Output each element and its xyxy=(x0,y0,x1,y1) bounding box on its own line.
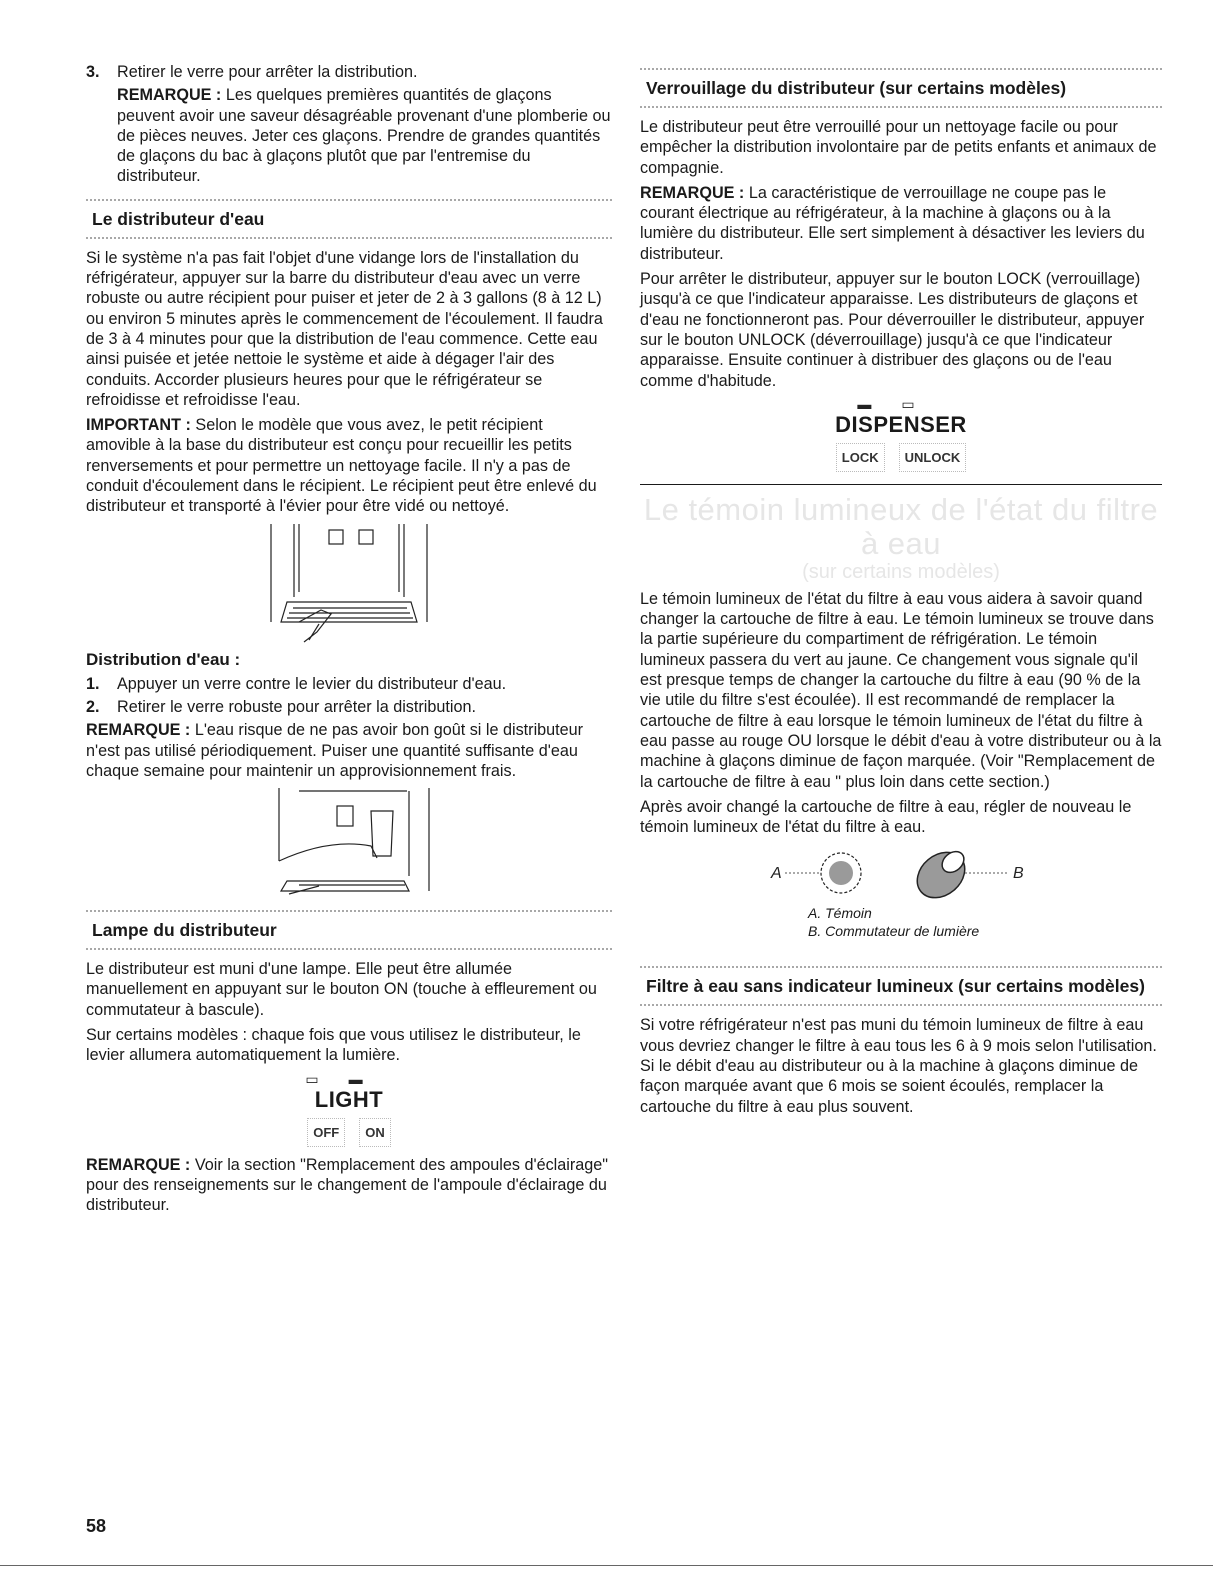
section-title: Verrouillage du distributeur (sur certains modèles) xyxy=(646,78,1067,98)
step-number: 2. xyxy=(86,697,100,716)
light-switch-icon xyxy=(908,843,974,904)
note-text: Voir la section "Remplacement des ampoules d'éclairage" pour des renseignements sur le changement de l'ampoule d'éclairage du distributeur. xyxy=(86,1155,609,1215)
section-title: Filtre à eau sans indicateur lumineux (sur certains modèles) xyxy=(646,976,1145,997)
paragraph-lock-1: Le distributeur peut être verrouillé pour un nettoyage facile ou pour empêcher la distribution involontaire par de petits enfants et animaux de compagnie. xyxy=(640,118,1157,177)
caption-a: A. Témoin xyxy=(808,905,872,922)
dispenser-buttons xyxy=(836,443,966,472)
paragraph-lamp-2: Sur certains modèles : chaque fois que vous utilisez le distributeur, le levier allumera automatiquement la lumière. xyxy=(86,1026,581,1065)
label-b: B xyxy=(1013,865,1024,883)
step-number: 1. xyxy=(86,674,100,693)
lock-button: LOCK xyxy=(836,443,885,472)
filter-status-title: Le témoin lumineux de l'état du filtre à eau xyxy=(643,491,1159,561)
step-text: Appuyer un verre contre le levier du distributeur d'eau. xyxy=(117,674,507,693)
left-column xyxy=(86,62,612,1221)
note-text: L'eau risque de ne pas avoir bon goût si le distributeur n'est pas utilisé périodiquement. Puiser une quantité suffisante d'eau chaque semaine pour maintenir un approvisionnement frais. xyxy=(86,721,584,780)
off-button: OFF xyxy=(307,1118,345,1147)
on-button: ON xyxy=(359,1118,391,1147)
step-text: Retirer le verre robuste pour arrêter la distribution. xyxy=(117,697,476,716)
paragraph-water: Si le système n'a pas fait l'objet d'une vidange lors de l'installation du réfrigérateur, appuyer sur la barre du distributeur d'eau avec un verre robuste ou autre récipient pour puiser et jeter de 2 à 3 gallons (8 à 12 L) ou environ 5 minutes après le commencement de l'écoulement. Il faudra de 3 à 4 minutes pour que la distribution de l'eau commence. Cette eau ainsi puisée et jetée nettoie le système et aide à dégager l'air des conduits. Accorder plusieurs heures pour que le réfrigérateur se refroidisse et refroidisse l'eau. xyxy=(86,248,603,409)
note-taste xyxy=(86,720,612,781)
light-buttons xyxy=(307,1118,391,1147)
important-label: IMPORTANT : xyxy=(86,416,191,435)
dispenser-control-panel xyxy=(640,397,1162,472)
step-text: Retirer le verre pour arrêter la distribution. xyxy=(117,63,418,81)
note-label: REMARQUE : xyxy=(640,183,745,202)
paragraph-filter-2: Après avoir changé la cartouche de filtre à eau, régler de nouveau le témoin lumineux de l'état du filtre à eau. xyxy=(640,797,1132,837)
section-divider xyxy=(640,484,1162,485)
filter-status-subtitle: (sur certains modèles) xyxy=(802,560,1000,583)
note-label: REMARQUE : xyxy=(86,1155,191,1174)
dispenser-title: DISPENSER xyxy=(835,411,967,437)
label-a: A xyxy=(771,865,782,883)
indicator-marks: ▬▭ xyxy=(857,395,945,412)
note-text: La caractéristique de verrouillage ne coupe pas le courant électrique au réfrigérateur, à la machine à glaçons ou à la lumière du distributeur. Elle sert simplement à désactiver les leviers du distributeur. xyxy=(640,183,1145,263)
light-control-panel xyxy=(86,1072,612,1147)
section-header-lamp xyxy=(86,910,612,950)
paragraph-lock-2: Pour arrêter le distributeur, appuyer sur le bouton LOCK (verrouillage) jusqu'à ce que l'indicateur apparaisse. Les distributeurs de glaçons et d'eau ne fonctionneront pas. Pour déverrouiller le distributeur, appuyer sur le bouton UNLOCK (déverrouillage) jusqu'à ce que l'indicateur apparaisse. Ensuite continuer à distribuer des glaçons ou de l'eau comme d'habitude. xyxy=(640,270,1145,390)
step-3 xyxy=(86,62,612,82)
important-text: Selon le modèle que vous avez, le petit récipient amovible à la base du distributeur est conçu pour recueillir les petits renversements et pour permettre un nettoyage facile. Il n'y a pas de conduit d'écoulement dans le récipient. Le récipient peut être enlevé du distributeur et transporté à l'évier pour être vidé ou nettoyé. xyxy=(86,416,597,516)
dist-step-2 xyxy=(86,697,612,717)
section-header-no-indicator xyxy=(640,966,1162,1006)
right-column xyxy=(640,62,1162,1122)
paragraph-important xyxy=(86,415,612,516)
dispenser-tray-illustration xyxy=(259,522,439,647)
page-bottom-rule xyxy=(0,1565,1213,1566)
note-lock xyxy=(640,183,1162,264)
note-lamp xyxy=(86,1155,612,1216)
light-title: LIGHT xyxy=(314,1086,384,1112)
dist-step-1 xyxy=(86,674,612,694)
section-title: Lampe du distributeur xyxy=(92,920,277,941)
caption-b: B. Commutateur de lumière xyxy=(808,923,980,940)
glass-dispensing-illustration xyxy=(259,786,439,898)
note-ice xyxy=(117,85,612,186)
paragraph-filter-1: Le témoin lumineux de l'état du filtre à eau vous aidera à savoir quand changer la cartouche de filtre à eau. Le témoin lumineux se trouve dans la partie supérieure du compartiment de réfrigération. Le témoin lumineux passera du vert au jaune. Ce changement vous signale qu'il est presque temps de changer la cartouche du filtre à eau (90 % de la vie utile du filtre s'est écoulée). Il est recommandé de remplacer la cartouche de filtre à eau lorsque le témoin lumineux de l'état du filtre à eau passe au rouge OU lorsque le débit d'eau à votre distributeur ou à la machine à glaçons diminue de façon marquée. (Voir "Remplacement de la cartouche de filtre à eau " plus loin dans cette section.) xyxy=(640,589,1162,791)
distribution-heading: Distribution d'eau : xyxy=(86,649,241,669)
indicator-marks: ▭▬ xyxy=(305,1070,393,1087)
unlock-button: UNLOCK xyxy=(899,443,967,472)
section-header-water xyxy=(86,199,612,239)
section-title: Le distributeur d'eau xyxy=(92,208,265,229)
paragraph-lamp-1: Le distributeur est muni d'une lampe. Elle peut être allumée manuellement en appuyant sur le bouton ON (touche à effleurement ou commutateur à bascule). xyxy=(86,960,597,1019)
filter-indicator-illustration xyxy=(751,842,1051,904)
note-text: Les quelques premières quantités de glaçons peuvent avoir une saveur désagréable provenant d'une plomberie ou de pièces neuves. Jeter ces glaçons. Prendre de grandes quantités de glaçons du bac à glaçons plutôt que par l'entremise du distributeur. xyxy=(117,86,611,186)
section-header-lock xyxy=(640,68,1162,108)
paragraph-no-indicator: Si votre réfrigérateur n'est pas muni du témoin lumineux de filtre à eau vous devriez changer le filtre à eau tous les 6 à 9 mois selon l'utilisation. Si le débit d'eau au distributeur ou à la machine à glaçons diminue de façon marquée avant que 6 mois se soient écoulés, remplacer la cartouche du filtre à eau plus souvent. xyxy=(640,1016,1157,1116)
note-label: REMARQUE : xyxy=(117,86,222,105)
note-label: REMARQUE : xyxy=(86,721,191,740)
step-number: 3. xyxy=(86,63,100,81)
page-number: 58 xyxy=(86,1516,107,1536)
